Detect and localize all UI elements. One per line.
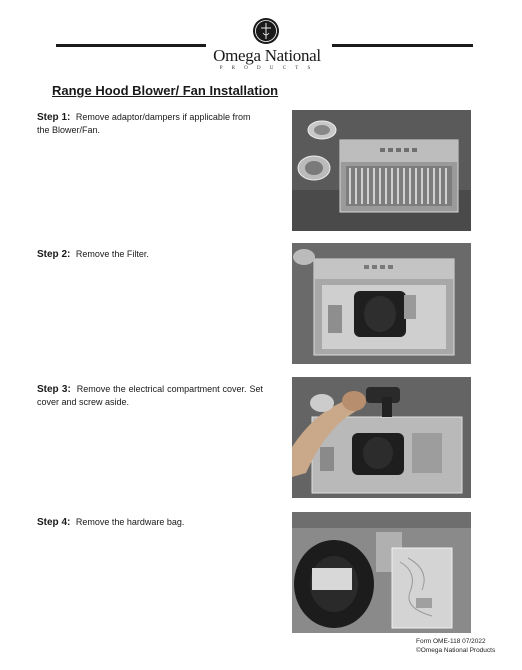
step-1 [37,111,263,136]
step-3-label: Step 3: [37,384,71,395]
step-3-text: Remove the electrical compartment cover. Set cover and screw aside. [37,384,263,407]
step-4-label: Step 4: [37,517,71,528]
step-4-text: Remove the hardware bag. [75,517,185,527]
header-rule-right [332,44,473,47]
cross-emblem-icon [253,18,279,44]
step-1-photo [292,110,471,231]
step-4-photo [292,512,471,633]
step-1-label: Step 1: [37,112,71,123]
brand-subtitle: P R O D U C T S [219,66,315,71]
step-1-text: Remove adaptor/dampers if applicable from the Blower/Fan. [37,112,251,135]
footer [416,637,495,655]
form-number: Form OME-118 07/2022 [416,638,486,645]
step-4 [37,516,263,529]
step-3 [37,383,263,408]
copyright: ©Omega National Products [416,647,496,654]
step-2 [37,248,263,261]
step-2-photo [292,243,471,364]
step-2-label: Step 2: [37,249,71,260]
header-rule-left [56,44,206,47]
brand-name: Omega National [213,46,321,65]
step-2-text: Remove the Filter. [75,249,149,259]
page-title: Range Hood Blower/ Fan Installation [52,83,279,98]
step-3-photo [292,377,471,498]
